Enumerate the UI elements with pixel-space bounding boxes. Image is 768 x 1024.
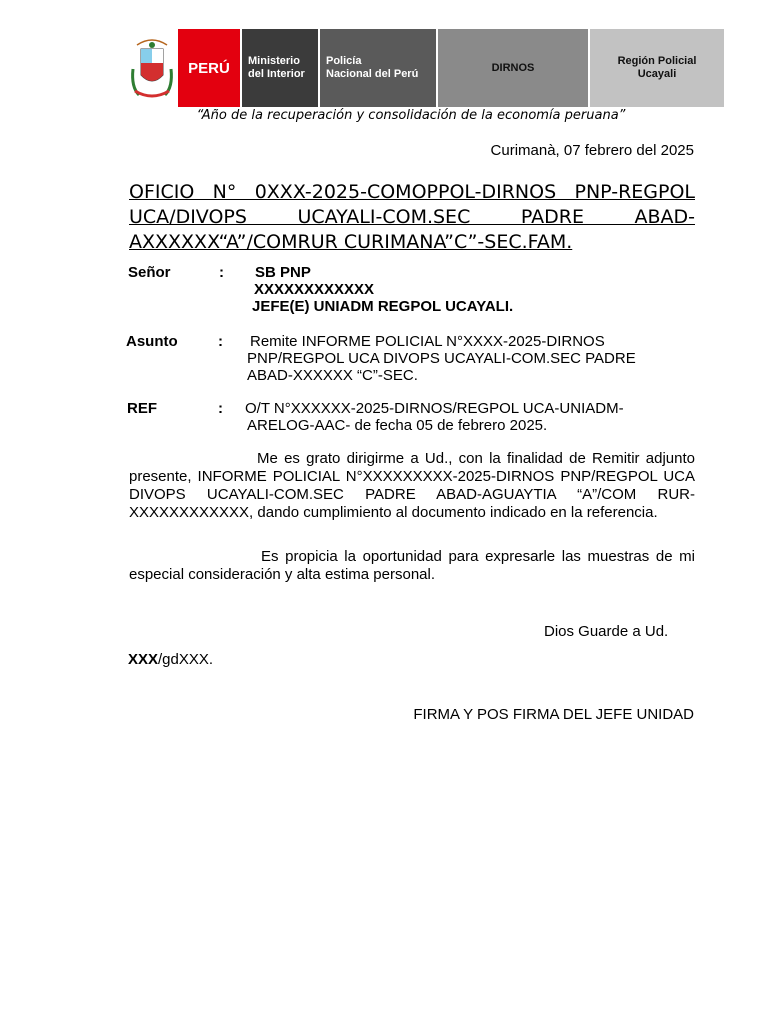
ref-line2: ARELOG-AAC- de fecha 05 de febrero 2025. <box>247 417 548 434</box>
ministerio-line1: Ministerio <box>248 55 300 67</box>
closing-salutation: Dios Guarde a Ud. <box>544 623 669 640</box>
ref-label: REF <box>127 400 157 417</box>
policia-line1: Policía <box>326 55 362 67</box>
asunto-line3: ABAD-XXXXXX “C”-SEC. <box>247 367 418 384</box>
region-box <box>590 29 724 107</box>
senor-line3: JEFE(E) UNIADM REGPOL UCAYALI. <box>252 298 514 315</box>
region-line2: Ucayali <box>637 68 677 80</box>
letter-date: Curimanà, 07 febrero del 2025 <box>490 142 694 159</box>
body-paragraph-1: Me es grato dirigirme a Ud., con la finalidad de Remitir adjunto presente, INFORME POLICIAL N°XXXXXXXXX-2025-DIRNOS PNP/REGPOL UCA DIVOPS UCAYALI-COM.SEC PADRE ABAD-AGUAYTIA “A”/COM RUR-XXXXXXXXXXXX, dando cumplimiento al documento indicado en la referencia. <box>129 450 695 521</box>
dirnos-label: DIRNOS <box>491 61 535 74</box>
oficio-number: OFICIO N° 0XXX-2025-COMOPPOL-DIRNOS PNP-REGPOL UCA/DIVOPS UCAYALI-COM.SEC PADRE ABAD-AXXXXXX“A”/COMRUR CURIMANA”C”-SEC.FAM. <box>129 181 695 253</box>
body-paragraph-2: Es propicia la oportunidad para expresarle las muestras de mi especial consideración y alta estima personal. <box>129 548 695 583</box>
senor-colon: : <box>219 264 224 281</box>
ref-colon: : <box>218 400 223 417</box>
dirnos-box <box>438 29 588 107</box>
asunto-label: Asunto <box>126 333 178 350</box>
region-line1: Región Policial <box>617 55 697 67</box>
peru-brand-box <box>178 29 240 107</box>
ministerio-box <box>242 29 318 107</box>
policia-box <box>320 29 436 107</box>
asunto-colon: : <box>218 333 223 350</box>
senor-label: Señor <box>128 264 171 281</box>
senor-line2: XXXXXXXXXXXX <box>254 281 375 298</box>
asunto-line1: Remite INFORME POLICIAL N°XXXX-2025-DIRNOS <box>250 333 605 350</box>
letterhead <box>126 29 726 107</box>
ministerio-line2: del Interior <box>248 68 305 80</box>
ref-line1: O/T N°XXXXXX-2025-DIRNOS/REGPOL UCA-UNIADM- <box>245 400 624 417</box>
senor-line1: SB PNP <box>255 264 311 281</box>
reference-initials: XXX/gdXXX. <box>128 651 214 668</box>
peru-label: PERÚ <box>188 59 230 77</box>
asunto-line2: PNP/REGPOL UCA DIVOPS UCAYALI-COM.SEC PADRE <box>247 350 636 367</box>
peru-coat-of-arms-icon <box>126 29 178 107</box>
year-motto: “Año de la recuperación y consolidación de la economía peruana” <box>196 108 626 123</box>
policia-line2: Nacional del Perú <box>326 68 419 80</box>
signature-line: FIRMA Y POS FIRMA DEL JEFE UNIDAD <box>413 706 694 723</box>
